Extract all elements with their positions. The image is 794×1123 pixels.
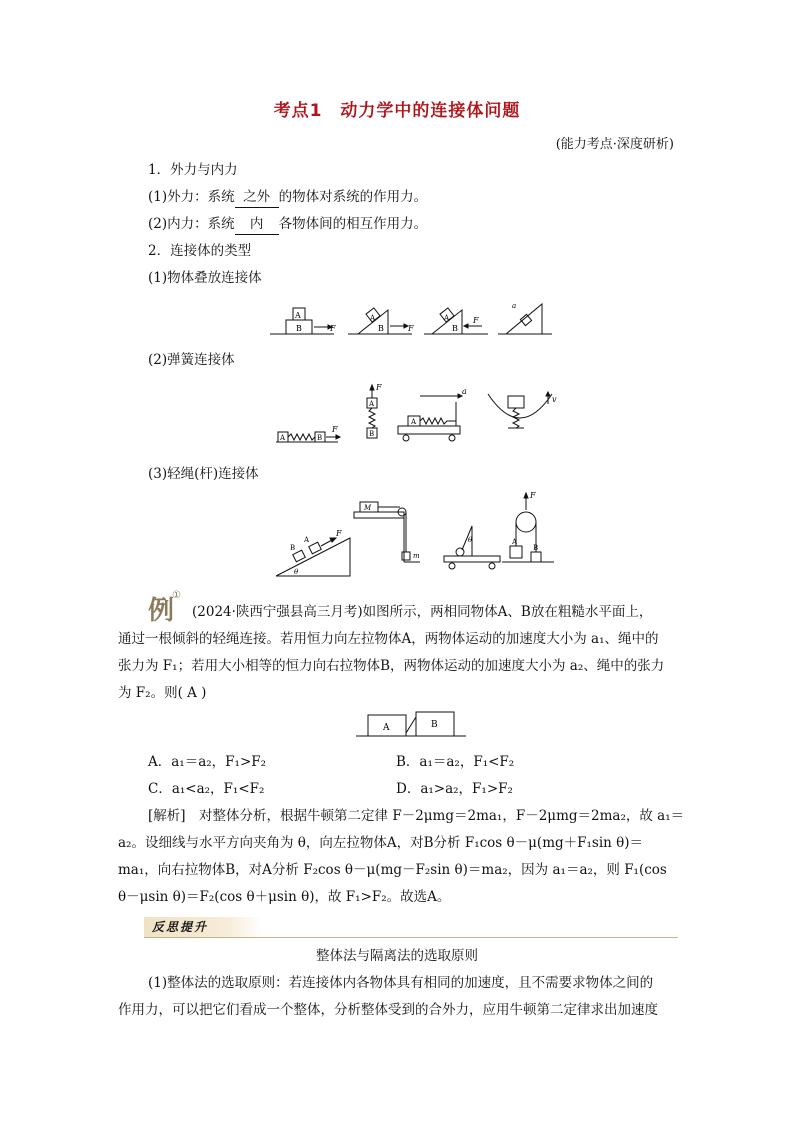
fig1b-label-B: B [378,324,384,333]
external-force-blank: 之外 [235,187,279,208]
analysis-line-3: ma₁，向右拉物体B，对A分析 F₂cos θ－μ(mg－F₂sin θ)＝ma₂，因为 a₁＝a₂，则 F₁(cos [118,862,667,878]
fig3a-label-B: B [290,544,296,552]
internal-force-prefix: (2)内力：系统 [148,216,235,232]
internal-force-line [148,214,427,235]
stacked-heading: (1)物体叠放连接体 [148,270,262,286]
option-c: C．a₁<a₂，F₁<F₂ [148,781,265,797]
fig3a-label-theta: θ [294,568,299,576]
internal-force-blank: 内 [235,214,279,235]
fig1a-label-A: A [295,311,301,320]
fig3d-label-F: F [530,491,536,500]
analysis-line-4: θ－μsin θ)＝F₂(cos θ＋μsin θ)，故 F₁>F₂。故选A。 [118,889,451,905]
spring-bodies-figure [268,382,568,448]
example-number: ① [172,590,181,601]
fig2c-label-a: a [462,387,467,396]
fig1b-label-F: F [408,324,414,333]
fig1c-label-F: F [473,316,479,325]
example-blocks-figure [354,709,468,739]
example-fig-label-A: A [383,723,390,733]
external-force-prefix: (1)外力：系统 [148,189,235,205]
fig2b-label-B: B [369,430,375,438]
analysis-line-1: [解析] 对整体分析，根据牛顿第二定律 F－2μmg＝2ma₁，F－2μmg＝2ma₂，故 a₁＝ [148,808,685,824]
fig2a-label-F: F [332,425,338,434]
section1-heading: 1．外力与内力 [148,162,238,178]
analysis-line-2: a₂。设细线与水平方向夹角为 θ，向左拉物体A，对B分析 F₁cos θ－μ(mg＋F₁sin θ)＝ [118,835,644,851]
fig1b-label-A: A [370,314,376,322]
option-a: A．a₁＝a₂，F₁>F₂ [148,754,267,770]
option-d: D．a₁>a₂，F₁>F₂ [396,781,513,797]
fig3a-label-F: F [336,529,342,538]
fig2a-label-A: A [280,434,286,442]
fig3d-label-B: B [533,544,539,552]
fig2b-label-F: F [376,383,382,392]
example-mark: 例 [148,596,175,626]
fig3d-label-A: A [512,538,518,546]
option-b: B．a₁＝a₂，F₁<F₂ [396,754,515,770]
external-force-line [148,187,427,208]
fig1c-label-A: A [444,314,450,322]
section2-heading: 2．连接体的类型 [148,243,252,259]
fig3c-label-theta: θ [468,536,473,544]
example-line-1: (2024·陕西宁强县高三月考)如图所示，两相同物体A、B放在粗糙水平面上， [192,604,653,620]
spring-heading: (2)弹簧连接体 [148,352,235,368]
fig2b-label-A: A [369,400,375,408]
fig1c-label-B: B [452,324,458,333]
page-title: 考点1 动力学中的连接体问题 [273,101,521,121]
fig3b-label-m: m [413,552,420,560]
fig2d-label-v: v [552,395,557,404]
fig1d-label-a: a [512,302,517,310]
internal-force-suffix: 各物体间的相互作用力。 [278,216,428,232]
reflection-heading: 整体法与隔离法的选取原则 [316,948,478,964]
fig3a-label-A: A [304,536,310,544]
example-line-4: 为 F₂。则( A ) [118,685,207,701]
external-force-suffix: 的物体对系统的作用力。 [278,189,428,205]
rope-bodies-figure [270,490,560,580]
fig2c-label-A: A [411,418,417,426]
example-fig-label-B: B [431,720,438,730]
rope-heading: (3)轻绳(杆)连接体 [148,466,259,482]
reflection-line-1: (1)整体法的选取原则：若连接体内各物体具有相同的加速度，且不需要求物体之间的 [148,975,654,991]
reflection-divider [144,937,678,938]
fig1a-label-F: F [330,324,336,333]
fig3b-label-M: M [364,504,372,512]
fig2a-label-B: B [317,434,323,442]
stacked-bodies-figure [262,298,562,342]
page-subtitle: (能力考点·深度研析) [555,137,674,152]
fig1a-label-B: B [296,324,302,333]
reflection-label: 反思提升 [144,917,262,937]
reflection-line-2: 作用力，可以把它们看成一个整体，分析整体受到的合外力，应用牛顿第二定律求出加速度 [118,1002,658,1018]
example-line-3: 张力为 F₁；若用大小相等的恒力向右拉物体B，两物体运动的加速度大小为 a₂、绳中的张力 [118,658,665,674]
example-line-2: 通过一根倾斜的轻绳连接。若用恒力向左拉物体A，两物体运动的加速度大小为 a₁、绳中的 [118,631,659,647]
